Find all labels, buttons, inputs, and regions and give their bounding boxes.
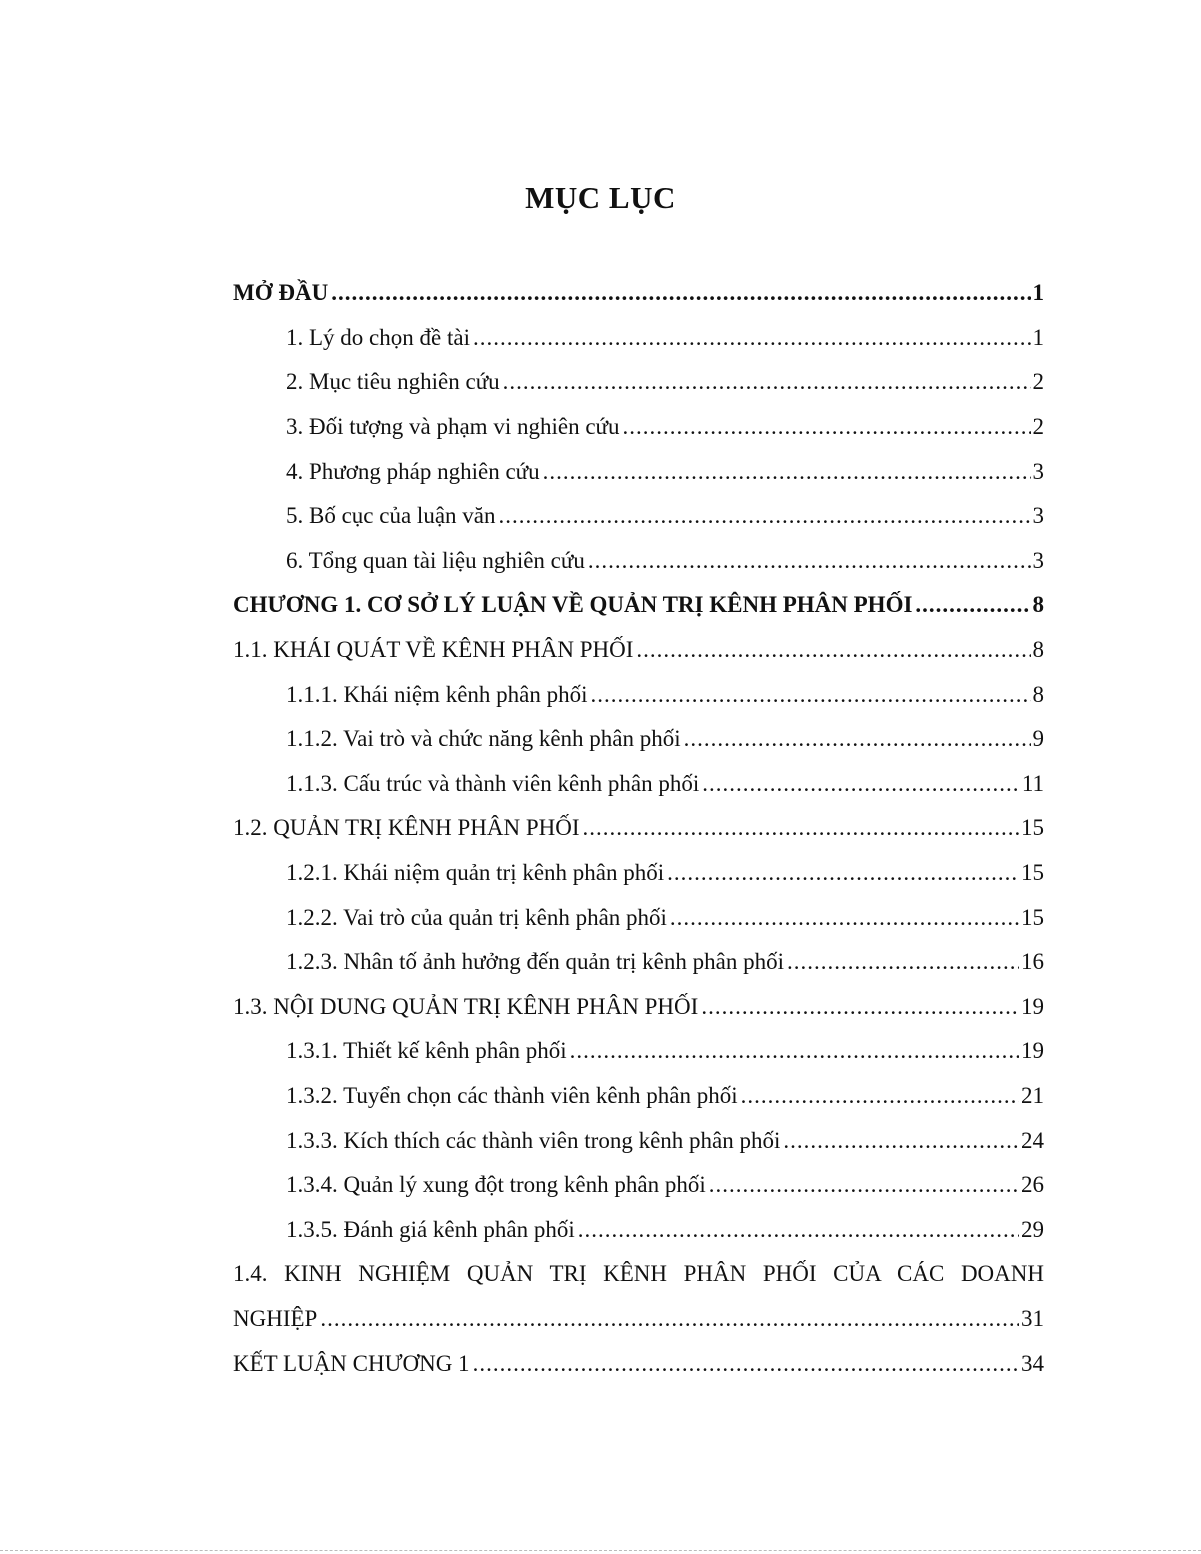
- toc-page-number: 3: [1032, 458, 1044, 484]
- toc-entry[interactable]: [233, 539, 1044, 584]
- toc-entry[interactable]: [233, 717, 1044, 762]
- toc-page-number: 1: [1032, 280, 1044, 306]
- dot-leader: [503, 369, 1031, 395]
- toc-entry[interactable]: [233, 672, 1044, 717]
- toc-entry-label: 1.2.1. Khái niệm quản trị kênh phân phối: [286, 860, 665, 886]
- dot-leader: [591, 682, 1031, 708]
- table-of-contents: [233, 271, 1044, 1386]
- toc-page-number: 3: [1032, 547, 1044, 573]
- dot-leader: [702, 771, 1020, 797]
- toc-page-number: 31: [1021, 1305, 1044, 1331]
- dot-leader: [320, 1306, 1019, 1332]
- toc-entry-label: 1.1. KHÁI QUÁT VỀ KÊNH PHÂN PHỐI: [233, 637, 634, 663]
- toc-page-number: 2: [1032, 369, 1044, 395]
- toc-page-number: 15: [1021, 904, 1044, 930]
- toc-entry-label: 1.3.5. Đánh giá kênh phân phối: [286, 1216, 575, 1242]
- dot-leader: [473, 1351, 1019, 1377]
- toc-entry[interactable]: [233, 1029, 1044, 1074]
- toc-entry-label: 1.4. KINH NGHIỆM QUẢN TRỊ KÊNH PHÂN PHỐI CỦA CÁC DOANH: [233, 1261, 1044, 1287]
- toc-entry-label: 1.2.2. Vai trò của quản trị kênh phân phối: [286, 904, 667, 930]
- toc-entry-label: MỞ ĐẦU: [233, 280, 329, 306]
- dot-leader: [915, 592, 1030, 618]
- toc-entry[interactable]: [233, 271, 1044, 316]
- page-bottom-edge: [0, 1550, 1201, 1551]
- toc-entry-label: 1.1.3. Cấu trúc và thành viên kênh phân phối: [286, 770, 700, 796]
- dot-leader: [570, 1038, 1019, 1064]
- toc-entry-label: 4. Phương pháp nghiên cứu: [286, 458, 540, 484]
- toc-entry-label: 2. Mục tiêu nghiên cứu: [286, 369, 500, 395]
- toc-entry-label: 3. Đối tượng và phạm vi nghiên cứu: [286, 414, 620, 440]
- toc-entry[interactable]: [233, 940, 1044, 985]
- toc-entry-label: 1.3.2. Tuyển chọn các thành viên kênh phân phối: [286, 1082, 738, 1108]
- dot-leader: [331, 280, 1030, 306]
- toc-entry[interactable]: [233, 985, 1044, 1030]
- toc-page-number: 34: [1021, 1350, 1044, 1376]
- toc-entry-label: 1.3.3. Kích thích các thành viên trong kênh phân phối: [286, 1127, 781, 1153]
- toc-page-number: 19: [1021, 1038, 1044, 1064]
- toc-entry-label: 1.2.3. Nhân tố ảnh hưởng đến quản trị kênh phân phối: [286, 949, 784, 975]
- toc-page-number: 8: [1032, 681, 1044, 707]
- toc-entry-label: 1.3.4. Quản lý xung đột trong kênh phân phối: [286, 1172, 706, 1198]
- dot-leader: [578, 1217, 1019, 1243]
- page-title: MỤC LỤC: [525, 180, 676, 215]
- toc-page-number: 8: [1032, 637, 1044, 663]
- toc-entry[interactable]: [233, 583, 1044, 628]
- toc-entry[interactable]: [233, 762, 1044, 807]
- toc-entry-label: 6. Tổng quan tài liệu nghiên cứu: [286, 547, 585, 573]
- dot-leader: [667, 860, 1019, 886]
- toc-entry[interactable]: [233, 405, 1044, 450]
- dot-leader: [623, 414, 1031, 440]
- toc-page-number: 21: [1021, 1082, 1044, 1108]
- toc-entry[interactable]: [233, 806, 1044, 851]
- toc-entry-label: 1. Lý do chọn đề tài: [286, 324, 470, 350]
- dot-leader: [636, 637, 1030, 663]
- toc-entry[interactable]: [233, 851, 1044, 896]
- toc-page-number: 3: [1032, 503, 1044, 529]
- toc-entry-label: 1.3.1. Thiết kế kênh phân phối: [286, 1038, 567, 1064]
- toc-entry[interactable]: [233, 316, 1044, 361]
- toc-page-number: 24: [1021, 1127, 1044, 1153]
- dot-leader: [543, 459, 1031, 485]
- dot-leader: [701, 994, 1019, 1020]
- dot-leader: [783, 1128, 1019, 1154]
- toc-page-number: 1: [1032, 324, 1044, 350]
- toc-entry[interactable]: [233, 1163, 1044, 1208]
- dot-leader: [684, 726, 1031, 752]
- dot-leader: [670, 905, 1019, 931]
- dot-leader: [498, 503, 1030, 529]
- toc-page-number: 9: [1032, 726, 1044, 752]
- dot-leader: [473, 325, 1031, 351]
- toc-entry-label: KẾT LUẬN CHƯƠNG 1: [233, 1350, 470, 1376]
- toc-entry[interactable]: [233, 1118, 1044, 1163]
- toc-page-number: 15: [1021, 860, 1044, 886]
- toc-entry[interactable]: [233, 449, 1044, 494]
- toc-entry[interactable]: [233, 1252, 1044, 1297]
- toc-entry-label: NGHIỆP: [233, 1305, 318, 1331]
- toc-entry-label: 1.1.1. Khái niệm kênh phân phối: [286, 681, 588, 707]
- toc-entry[interactable]: [233, 1207, 1044, 1252]
- dot-leader: [583, 815, 1020, 841]
- toc-page-number: 29: [1021, 1216, 1044, 1242]
- toc-entry-label: 1.3. NỘI DUNG QUẢN TRỊ KÊNH PHÂN PHỐI: [233, 993, 699, 1019]
- toc-entry-label: 1.2. QUẢN TRỊ KÊNH PHÂN PHỐI: [233, 815, 580, 841]
- toc-page-number: 15: [1021, 815, 1044, 841]
- toc-entry[interactable]: [233, 1341, 1044, 1386]
- toc-entry-label: CHƯƠNG 1. CƠ SỞ LÝ LUẬN VỀ QUẢN TRỊ KÊNH PHÂN PHỐI: [233, 592, 913, 618]
- dot-leader: [588, 548, 1031, 574]
- dot-leader: [741, 1083, 1019, 1109]
- dot-leader: [787, 949, 1019, 975]
- toc-page-number: 26: [1021, 1172, 1044, 1198]
- toc-entry[interactable]: [233, 1297, 1044, 1342]
- toc-page-number: 11: [1021, 770, 1044, 796]
- toc-entry[interactable]: [233, 360, 1044, 405]
- toc-entry[interactable]: [233, 494, 1044, 539]
- toc-entry[interactable]: [233, 895, 1044, 940]
- toc-entry[interactable]: [233, 628, 1044, 673]
- toc-entry[interactable]: [233, 1074, 1044, 1119]
- toc-entry-label: 1.1.2. Vai trò và chức năng kênh phân phối: [286, 726, 681, 752]
- dot-leader: [709, 1172, 1019, 1198]
- toc-page-number: 16: [1021, 949, 1044, 975]
- toc-page-number: 2: [1032, 414, 1044, 440]
- toc-page-number: 19: [1021, 993, 1044, 1019]
- toc-entry-label: 5. Bố cục của luận văn: [286, 503, 496, 529]
- toc-page-number: 8: [1032, 592, 1044, 618]
